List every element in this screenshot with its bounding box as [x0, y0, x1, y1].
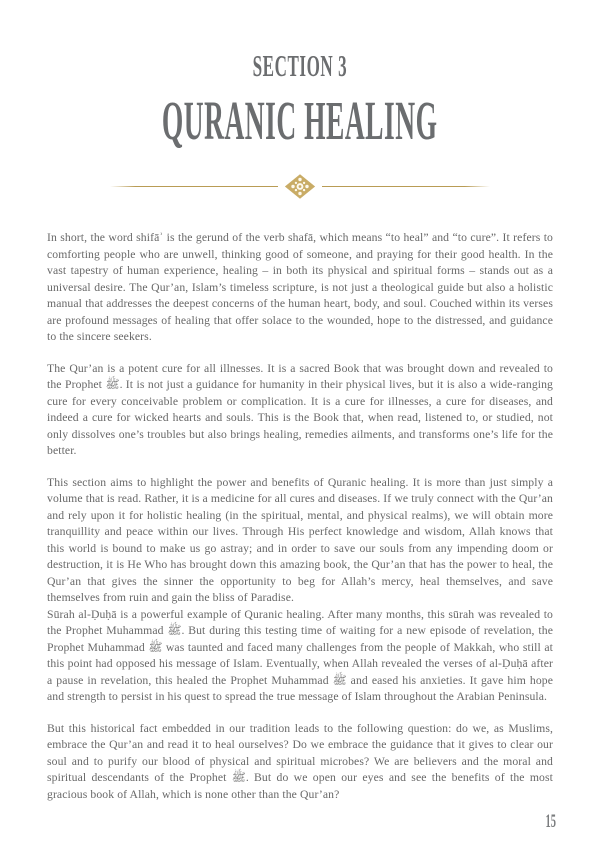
page-number: 15 [545, 811, 556, 832]
page-footer [537, 812, 556, 831]
page-title-row [0, 90, 600, 151]
paragraph-intro: In short, the word shifāʾ is the gerund of the verb shafā, which means “to heal” and “to cure”. It refers to comforting people who are unwell, thinking good of someone, and praying for their good health. In the vast tapestry of human experience, healing – in both its physical and spiritual forms – stands out as a universal desire. The Qur’an, Islam’s timeless scripture, is not just a theological guide but also a holistic manual that addresses the deepest concerns of the human heart, body, and soul. Couched within its verses are profound messages of healing that offer solace to the wounded, hope to the distressed, and guidance to the sincere seekers. [47, 231, 553, 343]
page-header [0, 0, 600, 200]
paragraph-surah-duha: Sūrah al-Ḍuḥā is a powerful example of Quranic healing. After many months, this sūrah was revealed to the Prophet Muhammad ﷺ. But during this testing time of waiting for a new episode of revelation, the Prophet Muhammad ﷺ was taunted and faced many challenges from the people of Makkah, who still at this point had opposed his message of Islam. Eventually, when Allah revealed the verses of al-Ḍuḥā after a pause in revelation, this healed the Prophet Muhammad ﷺ and eased his anxieties. It gave him hope and strength to persist in his quest to spread the true message of Islam throughout the Arabian Peninsula. [47, 607, 554, 703]
paragraph-potent-cure: The Qur’an is a potent cure for all illnesses. It is a sacred Book that was brought down and revealed to the Prophet ﷺ. It is not just a guidance for humanity in their physical lives, but it is also a wide-ranging cure for every conceivable problem or complication. It is a cure for illnesses, a cure for diseases, and indeed a cure for wicked hearts and souls. This is the Book that, when read, listened to, or studied, not only dissolves one’s troubles but also brings healing, remedies ailments, and transforms one’s life for the better. [47, 361, 553, 457]
body-text [47, 230, 553, 803]
title-divider [110, 172, 490, 200]
section-kicker-row [0, 50, 600, 81]
section-kicker: SECTION 3 [252, 48, 348, 83]
diamond-filigree-icon [283, 173, 317, 200]
page-title: QURANIC HEALING [162, 90, 438, 151]
paragraph-closing-question: But this historical fact embedded in our tradition leads to the following question: do we, as Muslims, embrace the Qur’an and read it to heal ourselves? Do we embrace the guidance that it gives to clear our soul and to purify our blood of physical and spiritual microbes? We are believers and the moral and spiritual descendants of the Prophet ﷺ. But do we open our eyes and see the benefits of the most gracious book of Allah, which is none other than the Qur’an? [47, 721, 553, 801]
paragraph-section-aims: This section aims to highlight the power and benefits of Quranic healing. It is more than just simply a volume that is read. Rather, it is a medicine for all cures and diseases. If we truly connect with the Qur’an and rely upon it for holistic healing (in the spiritual, mental, and physical realms), we will obtain more tranquillity and peace within our lives. Through His perfect knowledge and wisdom, Allah knows that this world is bound to make us go astray; and in order to save our souls from any impending doom or destruction, it is He Who has brought down this amazing book, the Qur’an that has the power to heal, the Qur’an that gives the sinner the opportunity to beg for Allah’s mercy, heal themselves, and save themselves from ruin and gain the bliss of Paradise. [47, 475, 553, 604]
divider-line-right [322, 186, 490, 187]
divider-line-left [110, 186, 278, 187]
